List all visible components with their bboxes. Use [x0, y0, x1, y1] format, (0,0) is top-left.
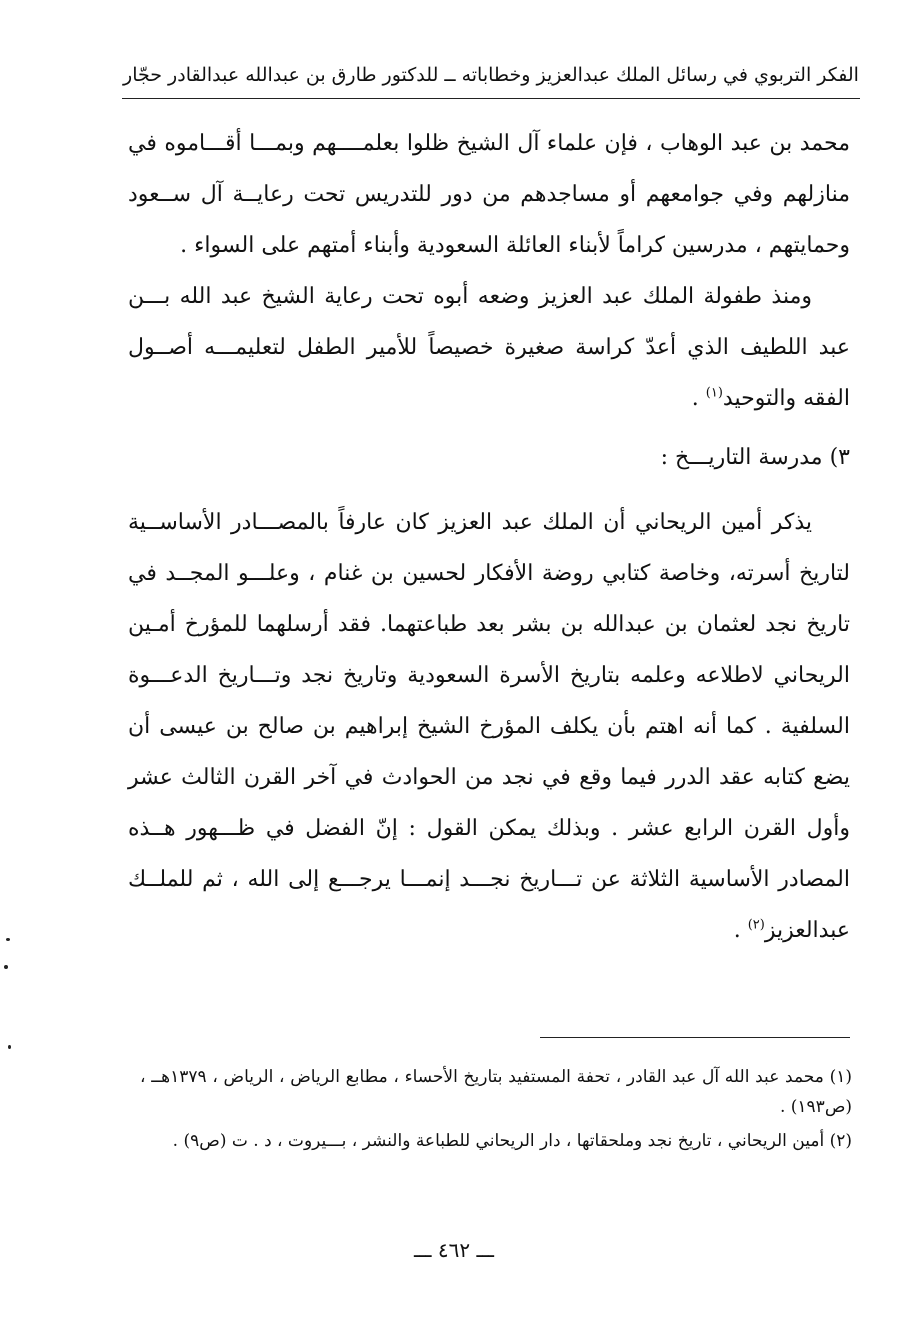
paragraph-3 [128, 497, 850, 956]
scan-speck [4, 965, 8, 969]
paragraph-1: محمد بن عبد الوهاب ، فإن علماء آل الشيخ ظلوا بعلمــــهم وبمـــا أقـــاموه في منازلهم وفي جوامعهم أو مساجدهم من دور للتدريس تحت رعايــة آل ســعود وحمايتهم ، مدرسين كراماً لأبناء العائلة السعودية وأبناء أمتهم على السواء . [128, 131, 850, 258]
paragraph-3-text: يذكر أمين الريحاني أن الملك عبد العزيز كان عارفاً بالمصـــادر الأساســية لتاريخ أسرته، وخاصة كتابي روضة الأفكار لحسين بن غنام ، وعلـــو المجــد في تاريخ نجد لعثمان بن عبدالله بن بشر بعد طباعتهما. فقد أرسلهما للمؤرخ أمـين الريحاني لاطلاعه وعلمه بتاريخ الأسرة السعودية وتاريخ نجد وتـــاريخ الدعـــوة السلفية . كما أنه اهتم بأن يكلف المؤرخ الشيخ إبراهيم بن صالح بن عيسى أن يضع كتابه عقد الدرر فيما وقع في نجد من الحوادث في آخر القرن الثالث عشر وأول القرن الرابع عشر . وبذلك يمكن القول : إنّ الفضل في ظـــهور هــذه المصادر الأساسية الثلاثة عن تـــاريخ نجـــد إنمـــا يرجـــع إلى الله ، ثم للملــك عبدالعزيز [128, 510, 851, 943]
footnotes [140, 1062, 852, 1160]
scan-speck [8, 1045, 11, 1049]
scan-speck [6, 938, 10, 941]
footnote-ref-1: (١) [705, 385, 723, 401]
footnote-divider [540, 1037, 850, 1038]
footnote-1: (١) محمد عبد الله آل عبد القادر ، تحفة المستفيد بتاريخ الأحساء ، مطابع الرياض ، الرياض ، ١٣٧٩هــ ، (ص١٩٣) . [140, 1067, 852, 1117]
footnote-ref-2: (٢) [747, 917, 765, 933]
page-number: ـــ ٤٦٢ ـــ [413, 1238, 495, 1262]
paragraph-2 [128, 271, 850, 424]
section-heading: ٣) مدرسة التاريـــخ : [660, 445, 850, 470]
paragraph-2-end: . [691, 386, 706, 411]
paragraph-2-text: ومنذ طفولة الملك عبد العزيز وضعه أبوه تحت رعاية الشيخ عبد الله بـــن عبد اللطيف الذي أعدّ كراسة صغيرة خصيصاً للأمير الطفل لتعليمـــه أصــول الفقه والتوحيد [128, 284, 851, 411]
running-header [122, 58, 860, 99]
footnote-2: (٢) أمين الريحاني ، تاريخ نجد وملحقاتها ، دار الريحاني للطباعة والنشر ، بـــيروت ، د . ت (ص٩) . [172, 1131, 852, 1151]
running-title: الفكر التربوي في رسائل الملك عبدالعزيز وخطاباته ــ للدكتور طارق بن عبدالله عبدالقادر حجّار [123, 64, 859, 86]
body-text [128, 118, 850, 956]
paragraph-3-end: . [733, 918, 748, 943]
